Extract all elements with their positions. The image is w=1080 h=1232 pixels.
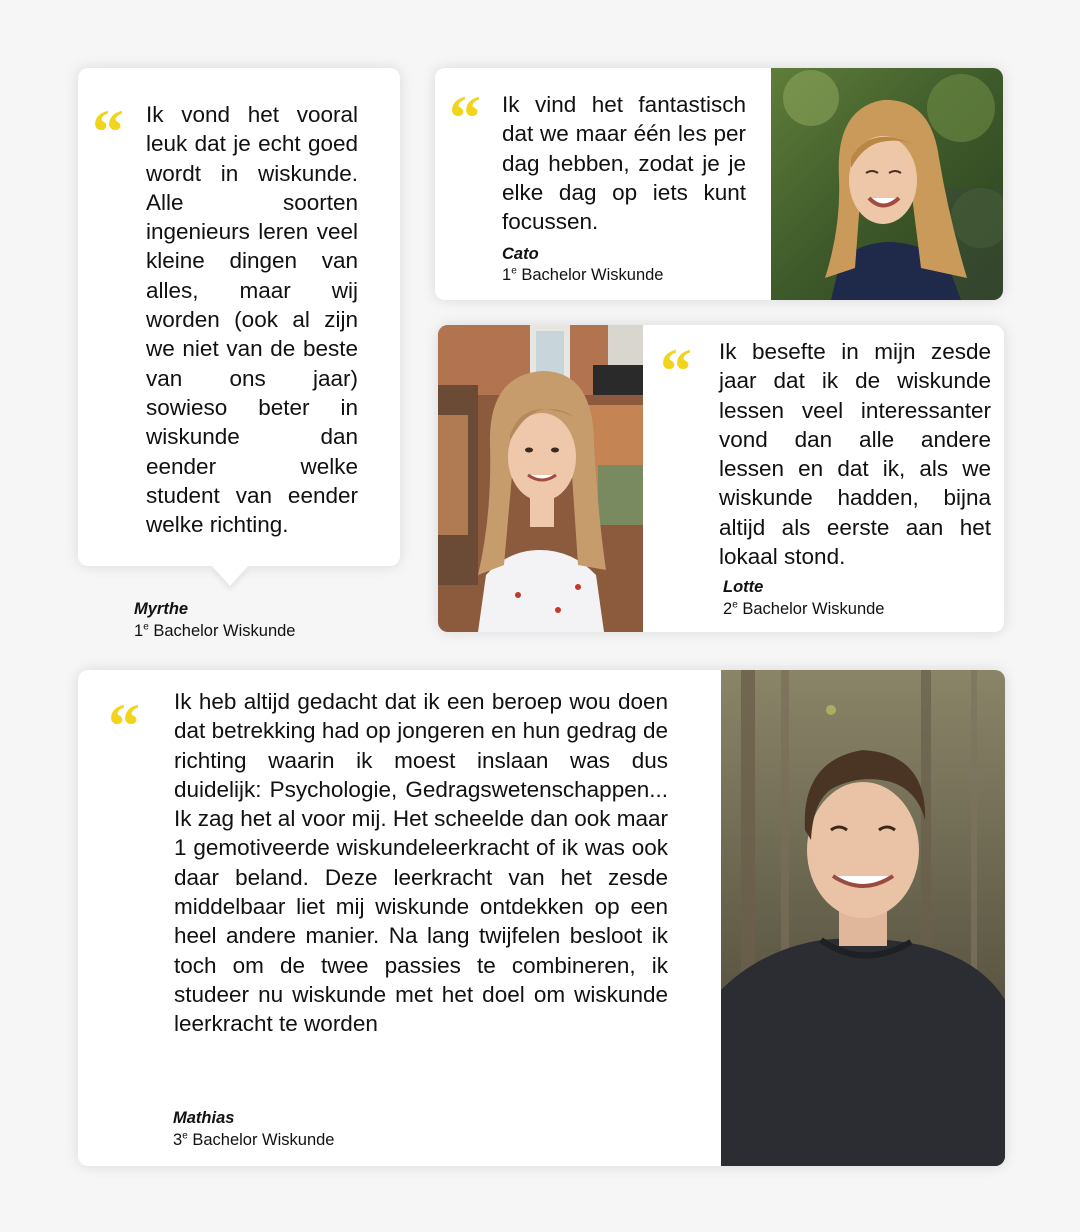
quote-mark-icon: “ <box>92 96 124 167</box>
smiling-man-photo <box>721 670 1005 1166</box>
quote-mark-icon: “ <box>449 82 481 153</box>
year-ordinal: e <box>511 265 517 277</box>
year-number: 1 <box>134 622 144 640</box>
testimonial-card-mathias <box>78 670 1005 1166</box>
testimonial-program <box>723 599 885 619</box>
year-number: 1 <box>502 266 512 284</box>
testimonial-name: Cato <box>502 245 539 263</box>
testimonial-card-lotte <box>438 325 1004 632</box>
testimonial-program <box>502 265 664 285</box>
year-number: 2 <box>723 600 733 618</box>
testimonial-quote: Ik vond het vooral leuk dat je echt goed wordt in wiskunde. Alle soorten ingenieurs leren veel kleine dingen van alles, maar wij worden (ook al zijn we niet van de beste van ons jaar) sowieso beter in wiskunde dan eender welke student van eender welke richting. <box>146 102 358 538</box>
testimonial-name: Myrthe <box>134 600 189 618</box>
testimonial-card-cato <box>435 68 1003 300</box>
program-name: Bachelor Wiskunde <box>187 1131 335 1149</box>
program-name: Bachelor Wiskunde <box>148 622 296 640</box>
year-ordinal: e <box>143 621 149 633</box>
testimonial-quote: Ik heb altijd gedacht dat ik een beroep wou doen dat betrekking had op jongeren en hun gedrag de richting waarin ik moest inslaan was dus duidelijk: Psychologie, Gedragswetenschappen... Ik zag het al voor mij. Het scheelde dan ook maar 1 gemotiveerde wiskundeleerkracht of ik was ook daar beland. Deze leerkracht van het zesde middelbaar liet mij wiskunde ontdekken op een heel andere manier. Na lang twijfelen besloot ik toch om de twee passies te combineren, ik studeer nu wiskunde met het doel om wiskunde leerkracht te worden <box>174 689 669 1037</box>
testimonial-quote: Ik besefte in mijn zesde jaar dat ik de wiskunde lessen veel interessanter vond dan alle andere lessen en dat ik, als we wiskunde hadden, bijna altijd als eerste aan het lokaal stond. <box>719 339 991 570</box>
testimonial-card-myrthe <box>78 68 400 566</box>
smiling-woman-photo <box>771 68 1003 300</box>
program-name: Bachelor Wiskunde <box>516 266 664 284</box>
testimonial-quote: Ik vind het fantastisch dat we maar één les per dag hebben, zodat je je elke dag op iets kunt focussen. <box>502 92 746 235</box>
speech-bubble-pointer <box>212 566 248 586</box>
program-name: Bachelor Wiskunde <box>737 600 885 618</box>
year-ordinal: e <box>732 599 738 611</box>
quote-mark-icon: “ <box>108 690 140 761</box>
testimonial-name: Mathias <box>173 1109 235 1127</box>
testimonial-program <box>134 621 296 641</box>
smiling-woman-photo <box>438 325 643 632</box>
year-ordinal: e <box>182 1130 188 1142</box>
testimonial-program <box>173 1130 335 1150</box>
quote-mark-icon: “ <box>660 335 692 406</box>
year-number: 3 <box>173 1131 183 1149</box>
testimonial-name: Lotte <box>723 578 764 596</box>
